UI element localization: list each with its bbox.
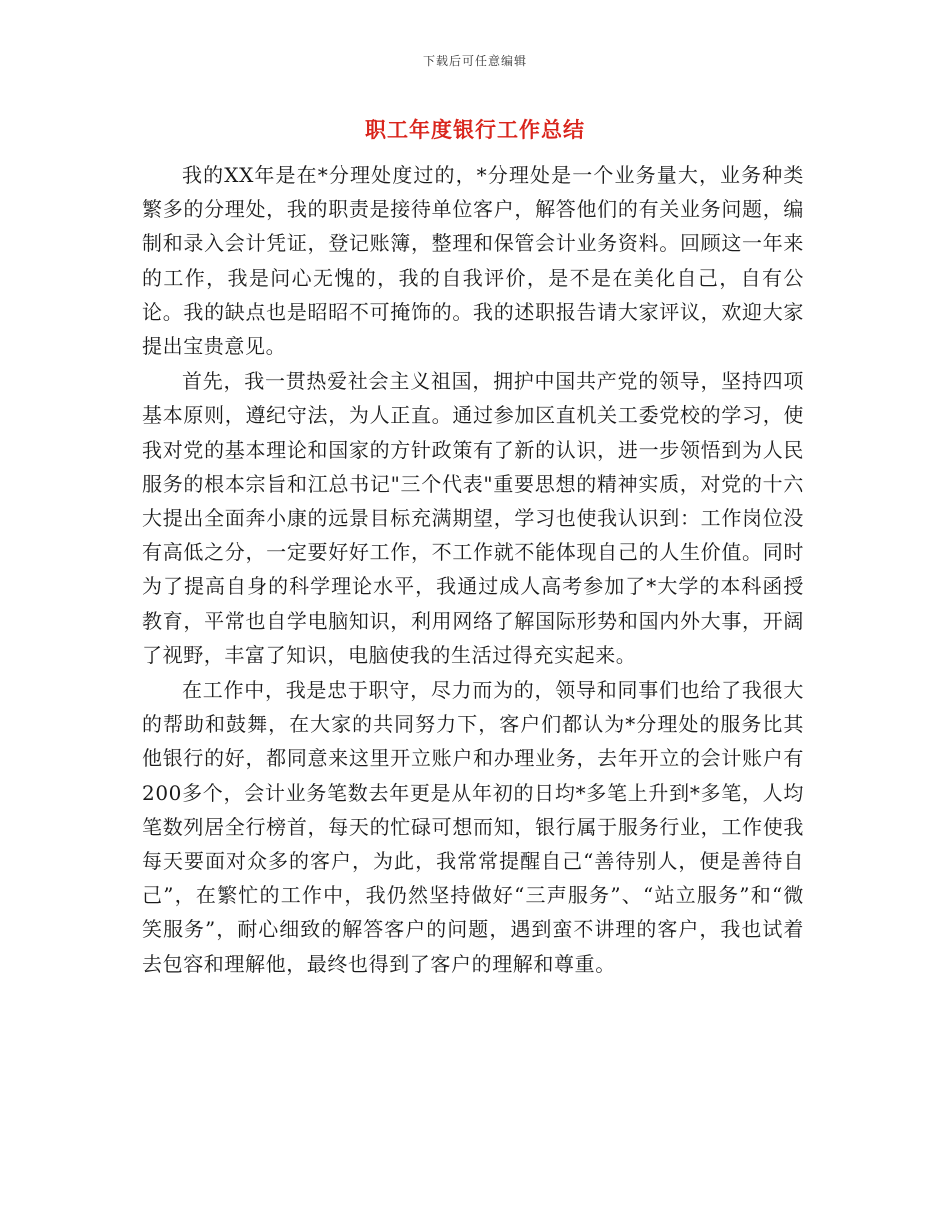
paragraph-1: 我的XX年是在*分理处度过的，*分理处是一个业务量大，业务种类繁多的分理处，我的职责是接待单位客户，解答他们的有关业务问题，编制和录入会计凭证，登记账簿，整理和保管会计业务资料。回顾这一年来的工作，我是问心无愧的，我的自我评价，是不是在美化自己，自有公论。我的缺点也是昭昭不可掩饰的。我的述职报告请大家评议，欢迎大家提出宝贵意见。 bbox=[142, 163, 804, 359]
document-body bbox=[142, 158, 804, 981]
paragraph-3: 在工作中，我是忠于职守，尽力而为的，领导和同事们也给了我很大的帮助和鼓舞，在大家的共同努力下，客户们都认为*分理处的服务比其他银行的好，都同意来这里开立账户和办理业务，去年开立的会计账户有200多个，会计业务笔数去年更是从年初的日均*多笔上升到*多笔，人均笔数列居全行榜首，每天的忙碌可想而知，银行属于服务行业，工作使我每天要面对众多的客户，为此，我常常提醒自己“善待别人，便是善待自己”，在繁忙的工作中，我仍然坚持做好“三声服务”、“站立服务”和“微笑服务”，耐心细致的解答客户的问题，遇到蛮不讲理的客户，我也试着去包容和理解他，最终也得到了客户的理解和尊重。 bbox=[142, 678, 804, 976]
document-title: 职工年度银行工作总结 bbox=[365, 117, 585, 142]
paragraph-2: 首先，我一贯热爱社会主义祖国，拥护中国共产党的领导，坚持四项基本原则，遵纪守法，为人正直。通过参加区直机关工委党校的学习，使我对党的基本理论和国家的方针政策有了新的认识，进一步领悟到为人民服务的根本宗旨和江总书记"三个代表"重要思想的精神实质，对党的十六大提出全面奔小康的远景目标充满期望，学习也使我认识到：工作岗位没有高低之分，一定要好好工作，不工作就不能体现自己的人生价值。同时为了提高自身的科学理论水平，我通过成人高考参加了*大学的本科函授教育，平常也自学电脑知识，利用网络了解国际形势和国内外大事，开阔了视野，丰富了知识，电脑使我的生活过得充实起来。 bbox=[142, 369, 804, 667]
header-note: 下载后可任意编辑 bbox=[422, 54, 527, 68]
